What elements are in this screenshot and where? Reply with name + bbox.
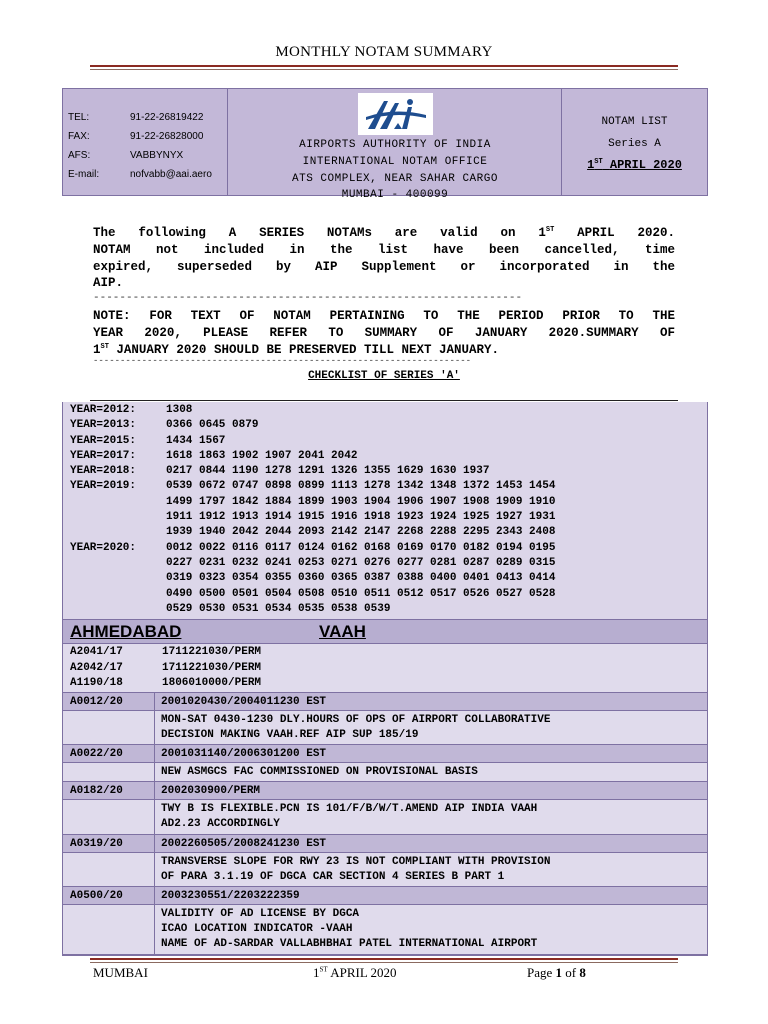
notam-id: A0319/20 bbox=[63, 835, 155, 852]
notam-validity: 2001031140/2006301200 EST bbox=[161, 748, 327, 761]
notam-text-row bbox=[63, 800, 707, 834]
contact-value: VABBYNYX bbox=[130, 150, 184, 161]
aai-logo-icon bbox=[358, 93, 433, 135]
old-notam-row: A1190/18 1806010000/PERM bbox=[70, 677, 262, 690]
old-notam-block bbox=[63, 644, 707, 693]
header-rule bbox=[90, 65, 678, 67]
notam-id: A0022/20 bbox=[63, 745, 155, 762]
dash-separator: ---------------------------------------------------------------------- bbox=[93, 356, 472, 366]
intro-line: AIP. bbox=[93, 276, 124, 290]
checklist-row: YEAR=2019: 0539 0672 0747 0898 0899 1113 1278 1342 1348 1372 1453 1454 bbox=[70, 480, 556, 493]
note-line: NOTE: FOR TEXT OF NOTAM PERTAINING TO THE PERIOD PRIOR TO THE bbox=[93, 309, 675, 323]
notam-series: Series A bbox=[608, 138, 661, 150]
notam-id: A0012/20 bbox=[63, 693, 155, 710]
notam-text-row bbox=[63, 853, 707, 887]
footer-date: 1ST APRIL 2020 bbox=[313, 965, 397, 980]
checklist-row: 1939 1940 2042 2044 2093 2142 2147 2268 2288 2295 2343 2408 bbox=[166, 526, 556, 539]
checklist-block bbox=[63, 402, 707, 620]
checklist-row: 0319 0323 0354 0355 0360 0365 0387 0388 0400 0401 0413 0414 bbox=[166, 572, 556, 585]
checklist-row: 1499 1797 1842 1884 1899 1903 1904 1906 1907 1908 1909 1910 bbox=[166, 495, 556, 508]
notam-list-title: NOTAM LIST bbox=[601, 116, 668, 128]
footer-page-number: Page 1 of 8 bbox=[527, 965, 586, 980]
checklist-row: YEAR=2015: 1434 1567 bbox=[70, 434, 226, 447]
intro-line: NOTAM not included in the list have been cancelled, time bbox=[93, 243, 675, 257]
org-city: MUMBAI - 400099 bbox=[341, 189, 449, 201]
checklist-row: 0227 0231 0232 0241 0253 0271 0276 0277 0281 0287 0289 0315 bbox=[166, 556, 556, 569]
header-box bbox=[62, 88, 708, 201]
contact-label: FAX: bbox=[68, 131, 90, 142]
contact-value: nofvabb@aai.aero bbox=[130, 169, 212, 180]
notam-header-row bbox=[63, 745, 707, 763]
intro-line: The following A SERIES NOTAMs are valid on 1ST APRIL 2020. bbox=[93, 225, 675, 240]
notam-text: MON-SAT 0430-1230 DLY.HOURS OF OPS OF AIRPORT COLLABORATIVE DECISION MAKING VAAH.REF AIP SUP 185/19 bbox=[161, 713, 551, 741]
notam-header-row bbox=[63, 835, 707, 853]
old-notam-row: A2041/17 1711221030/PERM bbox=[70, 646, 262, 659]
dash-separator: ----------------------------------------------------------------- bbox=[93, 292, 523, 304]
notam-text: TWY B IS FLEXIBLE.PCN IS 101/F/B/W/T.AMEND AIP INDIA VAAH AD2.23 ACCORDINGLY bbox=[161, 803, 538, 831]
contact-label: E-mail: bbox=[68, 169, 100, 180]
notam-text-row bbox=[63, 763, 707, 782]
notam-text-row bbox=[63, 711, 707, 745]
page-title: MONTHLY NOTAM SUMMARY bbox=[275, 44, 493, 60]
checklist-row: YEAR=2018: 0217 0844 1190 1278 1291 1326 1355 1629 1630 1937 bbox=[70, 465, 490, 478]
checklist-row: YEAR=2012: 1308 bbox=[70, 404, 193, 416]
checklist-row: YEAR=2020: 0012 0022 0116 0117 0124 0162 0168 0169 0170 0182 0194 0195 bbox=[70, 541, 556, 554]
notam-validity: 2002030900/PERM bbox=[161, 785, 261, 798]
notam-text: TRANSVERSE SLOPE FOR RWY 23 IS NOT COMPLIANT WITH PROVISION OF PARA 3.1.19 OF DGCA CAR SECTION 4 SERIES B PART 1 bbox=[161, 855, 551, 883]
footer-rule bbox=[90, 958, 678, 960]
notam-list-date: 1ST APRIL 2020 bbox=[587, 158, 682, 172]
aerodrome-code: VAAH bbox=[319, 622, 366, 642]
notam-text: NEW ASMGCS FAC COMMISSIONED ON PROVISIONAL BASIS bbox=[161, 766, 478, 779]
notam-text: VALIDITY OF AD LICENSE BY DGCA ICAO LOCATION INDICATOR -VAAH NAME OF AD-SARDAR VALLABHBHAI PATEL INTERNATIONAL AIRPORT bbox=[161, 908, 538, 951]
notam-text-row bbox=[63, 905, 707, 955]
notam-table bbox=[62, 402, 708, 956]
aerodrome-header bbox=[63, 620, 707, 644]
contact-label: AFS: bbox=[68, 150, 91, 161]
note-line: 1ST JANUARY 2020 SHOULD BE PRESERVED TILL NEXT JANUARY. bbox=[93, 342, 499, 357]
contact-cell bbox=[63, 89, 228, 195]
org-address: ATS COMPLEX, NEAR SAHAR CARGO bbox=[292, 173, 498, 185]
contact-value: 91-22-26828000 bbox=[130, 131, 204, 142]
notam-header-row bbox=[63, 693, 707, 711]
contact-value: 91-22-26819422 bbox=[130, 112, 204, 123]
notam-validity: 2003230551/2203222359 bbox=[161, 890, 300, 903]
contact-label: TEL: bbox=[68, 112, 90, 123]
aerodrome-name: AHMEDABAD bbox=[70, 622, 182, 642]
footer-rule-thin bbox=[90, 962, 678, 963]
old-notam-row: A2042/17 1711221030/PERM bbox=[70, 661, 262, 674]
checklist-row: YEAR=2013: 0366 0645 0879 bbox=[70, 419, 259, 432]
org-name: AIRPORTS AUTHORITY OF INDIA bbox=[299, 139, 491, 151]
notam-header-row bbox=[63, 887, 707, 905]
header-rule-thin bbox=[90, 69, 678, 70]
org-office: INTERNATIONAL NOTAM OFFICE bbox=[302, 156, 488, 168]
notam-id: A0500/20 bbox=[63, 887, 155, 904]
notam-list-cell bbox=[562, 89, 707, 195]
notam-validity: 2001020430/2004011230 EST bbox=[161, 695, 327, 708]
checklist-title: CHECKLIST OF SERIES 'A' bbox=[308, 370, 460, 382]
checklist-row: 0490 0500 0501 0504 0508 0510 0511 0512 0517 0526 0527 0528 bbox=[166, 587, 556, 600]
checklist-row: 0529 0530 0531 0534 0535 0538 0539 bbox=[166, 602, 391, 615]
notam-validity: 2002260505/2008241230 EST bbox=[161, 837, 327, 850]
footer-location: MUMBAI bbox=[93, 965, 148, 980]
org-cell bbox=[228, 89, 562, 201]
notam-id: A0182/20 bbox=[63, 782, 155, 799]
checklist-row: YEAR=2017: 1618 1863 1902 1907 2041 2042 bbox=[70, 449, 358, 462]
note-line: YEAR 2020, PLEASE REFER TO SUMMARY OF JANUARY 2020.SUMMARY OF bbox=[93, 326, 675, 340]
notam-header-row bbox=[63, 782, 707, 800]
intro-line: expired, superseded by AIP Supplement or incorporated in the bbox=[93, 260, 675, 274]
checklist-rule bbox=[90, 400, 678, 401]
checklist-row: 1911 1912 1913 1914 1915 1916 1918 1923 1924 1925 1927 1931 bbox=[166, 511, 556, 524]
